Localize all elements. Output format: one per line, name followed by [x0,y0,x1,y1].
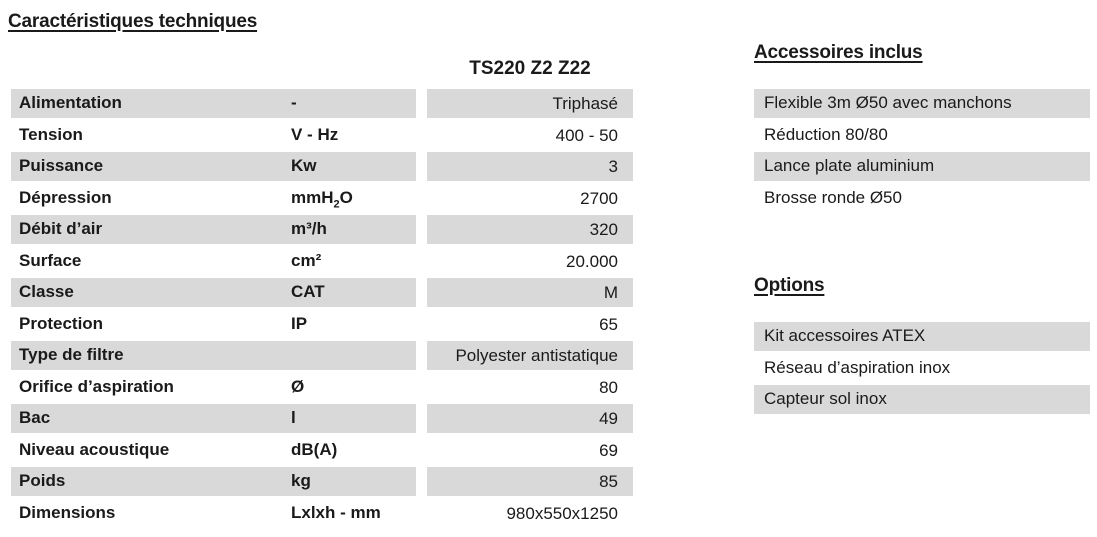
spec-row-surface [11,247,633,276]
spec-label: Dimensions [19,502,116,522]
spec-row-type-filtre [11,341,633,370]
spec-value: Triphasé [552,94,618,113]
spec-row-orifice [11,373,633,402]
list-item [754,184,1090,213]
spec-unit: Kw [291,156,317,175]
spec-row-debit-air [11,215,633,244]
accessory-label: Lance plate aluminium [764,156,935,175]
spec-unit: kg [291,471,311,490]
spec-value: Polyester antistatique [455,346,618,365]
accessory-label: Réduction 80/80 [764,124,888,144]
accessory-label: Brosse ronde Ø50 [764,187,902,207]
spec-value: 49 [599,409,618,428]
spec-unit: l [291,408,296,427]
spec-value: M [603,283,618,302]
spec-label: Classe [19,282,74,301]
spec-value: 980x550x1250 [506,503,618,523]
list-item [754,152,1090,181]
list-item [754,385,1090,414]
spec-row-alimentation [11,89,633,118]
spec-row-protection [11,310,633,339]
specs-title: Caractéristiques techniques [8,11,258,32]
spec-label: Alimentation [19,93,122,112]
model-header: TS220 Z2 Z22 [469,58,591,79]
spec-unit: - [291,93,297,112]
spec-row-tension [11,121,633,150]
spec-row-bac [11,404,633,433]
options-title: Options [754,275,825,296]
spec-unit: m³/h [291,219,327,238]
accessory-label: Flexible 3m Ø50 avec manchons [764,93,1012,112]
spec-value: 85 [599,472,618,491]
spec-value: 320 [589,220,618,239]
spec-label: Type de filtre [19,345,124,364]
spec-unit: IP [291,313,308,333]
options-list [754,322,1090,417]
spec-unit: Ø [291,376,305,396]
spec-label: Orifice d’aspiration [19,376,174,396]
spec-row-dimensions [11,499,633,528]
spec-unit: Lxlxh - mm [291,502,381,522]
spec-label: Niveau acoustique [19,439,170,459]
spec-label: Débit d’air [19,219,103,238]
spec-unit: cm² [291,250,322,270]
list-item [754,322,1090,351]
spec-row-depression [11,184,633,213]
list-item [754,354,1090,383]
list-item [754,89,1090,118]
spec-value: 80 [599,377,618,397]
option-label: Réseau d’aspiration inox [764,357,951,377]
spec-label: Poids [19,471,66,490]
option-label: Capteur sol inox [764,389,887,408]
spec-value: 69 [599,440,618,460]
spec-value: 65 [599,314,618,334]
spec-unit-mmh2o: mmH$_2$O [291,187,353,210]
spec-row-classe [11,278,633,307]
spec-value: 20.000 [566,251,618,271]
spec-value: 2700 [580,188,618,208]
option-label: Kit accessoires ATEX [764,326,926,345]
spec-label: Protection [19,313,104,333]
spec-value: 3 [608,157,618,176]
spec-label: Bac [19,408,51,427]
spec-row-puissance [11,152,633,181]
spec-value: 400 - 50 [555,125,618,145]
spec-unit: V - Hz [291,124,339,144]
spec-label: Surface [19,250,82,270]
spec-row-niveau-acoustique [11,436,633,465]
list-item [754,121,1090,150]
spec-row-poids [11,467,633,496]
accessories-list [754,89,1090,215]
spec-label: Puissance [19,156,104,175]
accessories-title: Accessoires inclus [754,42,923,63]
spec-unit: CAT [291,282,325,301]
spec-unit: dB(A) [291,439,338,459]
spec-label: Dépression [19,187,112,207]
spec-label: Tension [19,124,83,144]
